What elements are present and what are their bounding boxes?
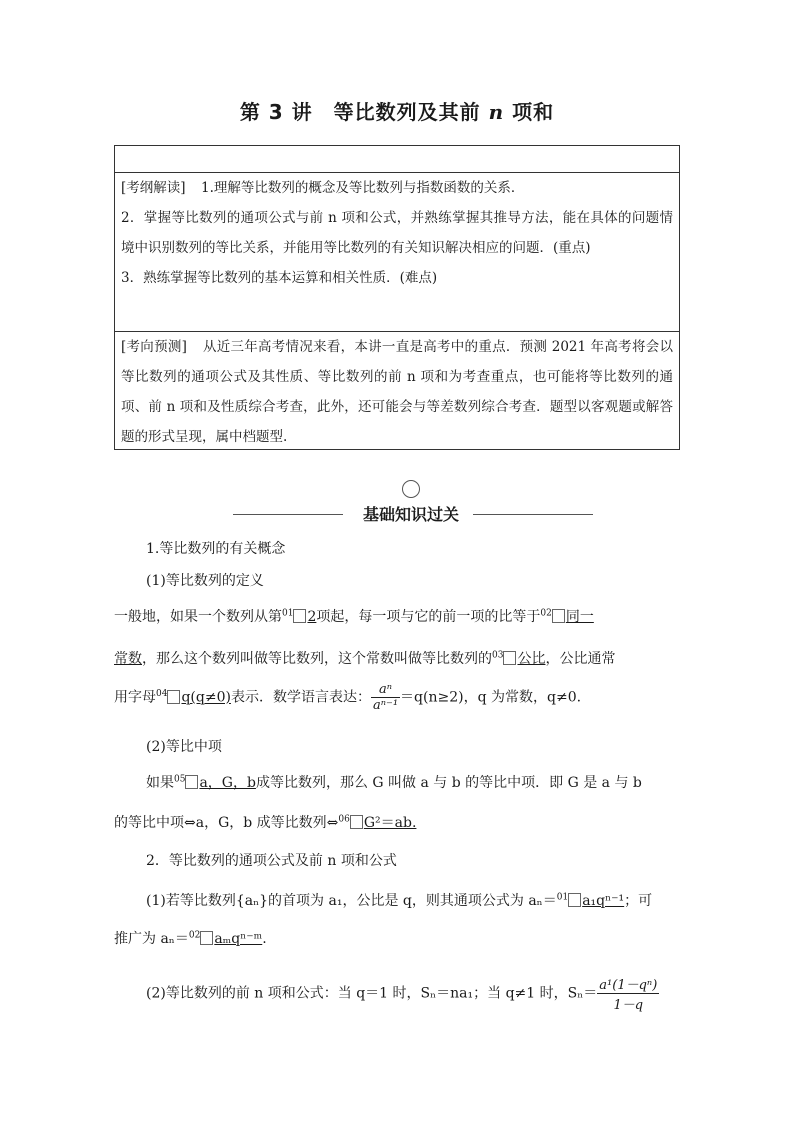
leaf-icon <box>402 480 420 498</box>
l3d: ＝q(n≥2)，q 为常数，q≠0. <box>400 689 582 706</box>
blank-box <box>568 893 581 907</box>
para-line-1 <box>114 606 680 626</box>
section-header <box>233 480 593 530</box>
blank-box <box>503 651 516 665</box>
forecast-row <box>115 332 679 452</box>
blank-number: 05 <box>174 774 186 785</box>
blank-number: 03 <box>492 650 504 661</box>
frac-den: aⁿ⁻¹ <box>372 698 399 713</box>
syllabus-p1: 1.理解等比数列的概念及等比数列与指数函数的关系． <box>201 180 525 196</box>
title-suffix: 项和 <box>504 100 555 124</box>
syllabus-p3: 3．熟练掌握等比数列的基本运算和相关性质．(难点) <box>121 270 438 286</box>
l7c: . <box>262 931 267 947</box>
frac-den: 1－q <box>613 998 644 1013</box>
para-line-2 <box>114 648 680 668</box>
answer: 2 <box>307 609 317 625</box>
frac-num: a¹(1－qⁿ) <box>597 974 659 994</box>
answer: a₁qⁿ⁻¹ <box>582 893 625 909</box>
blank-box <box>350 815 363 829</box>
forecast-text: 从近三年高考情况来看，本讲一直是高考中的重点．预测 2021 年高考将会以等比数列的通项公式及其性质、等比数列的前 n 项和为考查重点，也可能将等比数列的通项、前 n 项和及性质综合考查，此外，还可能会与等差数列综合考查．题型以客观题或解答题的形式呈现，属中档题型. <box>121 339 673 445</box>
heading-1b: (2)等比中项 <box>146 739 222 755</box>
para-line-7 <box>114 928 680 948</box>
l1a: 一般地，如果一个数列从第 <box>114 609 282 625</box>
answer: 常数 <box>114 651 142 667</box>
frac-num: aⁿ <box>371 682 400 698</box>
para-line-8 <box>114 974 712 1013</box>
heading-2: 2．等比数列的通项公式及前 n 项和公式 <box>146 853 397 869</box>
blank-number: 04 <box>156 688 168 699</box>
l2b: ，那么这个数列叫做等比数列，这个常数叫做等比数列的 <box>142 651 492 667</box>
answer: a，G，b <box>199 775 256 791</box>
answer: 同一 <box>565 609 594 625</box>
section-label: 基础知识过关 <box>362 505 459 524</box>
blank-number: 02 <box>540 608 552 619</box>
fraction <box>597 974 659 1013</box>
para-line-3 <box>114 682 680 713</box>
blank-number: 01 <box>556 892 569 903</box>
syllabus-p2: 2．掌握等比数列的通项公式与前 n 项和公式，并熟练掌握其推导方法，能在具体的问题情境中识别数列的等比关系，并能用等比数列的有关知识解决相应的问题．(重点) <box>121 210 673 256</box>
l4c: 成等比数列，那么 G 叫做 a 与 b 的等比中项．即 G 是 a 与 b <box>255 775 642 791</box>
syllabus-box <box>114 145 680 450</box>
heading-1a: (1)等比数列的定义 <box>146 573 264 589</box>
answer: q(q≠0) <box>181 689 231 706</box>
page-title <box>0 96 794 125</box>
blank-number: 02 <box>188 930 201 941</box>
section-line-left <box>233 514 343 515</box>
l4a: 如果 <box>146 775 174 791</box>
fraction <box>371 682 400 713</box>
blank-box <box>167 690 180 704</box>
l8a: (2)等比数列的前 n 项和公式：当 q＝1 时，Sₙ＝na₁；当 q≠1 时，Sₙ＝ <box>146 985 598 1002</box>
box-empty-row <box>115 146 679 173</box>
syllabus-row <box>115 173 679 332</box>
l1c: 项起，每一项与它的前一项的比等于 <box>316 609 541 625</box>
answer: G²＝ab. <box>363 815 417 831</box>
l2d: ，公比通常 <box>545 651 616 667</box>
l6c: ；可 <box>624 893 653 909</box>
blank-number: 06 <box>338 814 350 825</box>
l3a: 用字母 <box>114 689 156 706</box>
title-prefix: 第 3 讲 等比数列及其前 <box>239 100 489 124</box>
blank-box <box>552 609 565 623</box>
section-line-right <box>473 514 593 515</box>
l5a: 的等比中项⇔a，G，b 成等比数列⇔ <box>114 815 339 831</box>
blank-number: 01 <box>282 608 294 619</box>
l6a: (1)若等比数列{aₙ}的首项为 a₁，公比是 q，则其通项公式为 aₙ＝ <box>146 893 557 909</box>
title-n: n <box>488 100 505 124</box>
para-line-4 <box>114 772 712 792</box>
blank-box <box>185 775 198 789</box>
l3c: 表示．数学语言表达： <box>230 689 371 706</box>
forecast-tag: [考向预测] <box>121 339 187 355</box>
answer: aₘqⁿ⁻ᵐ <box>214 931 263 947</box>
l7a: 推广为 aₙ＝ <box>114 931 189 947</box>
para-line-5 <box>114 812 680 832</box>
blank-box <box>293 609 306 623</box>
syllabus-tag: [考纲解读] <box>121 180 186 196</box>
para-line-6 <box>114 890 712 910</box>
heading-1: 1.等比数列的有关概念 <box>146 541 286 557</box>
blank-box <box>200 931 213 945</box>
answer: 公比 <box>517 651 546 667</box>
